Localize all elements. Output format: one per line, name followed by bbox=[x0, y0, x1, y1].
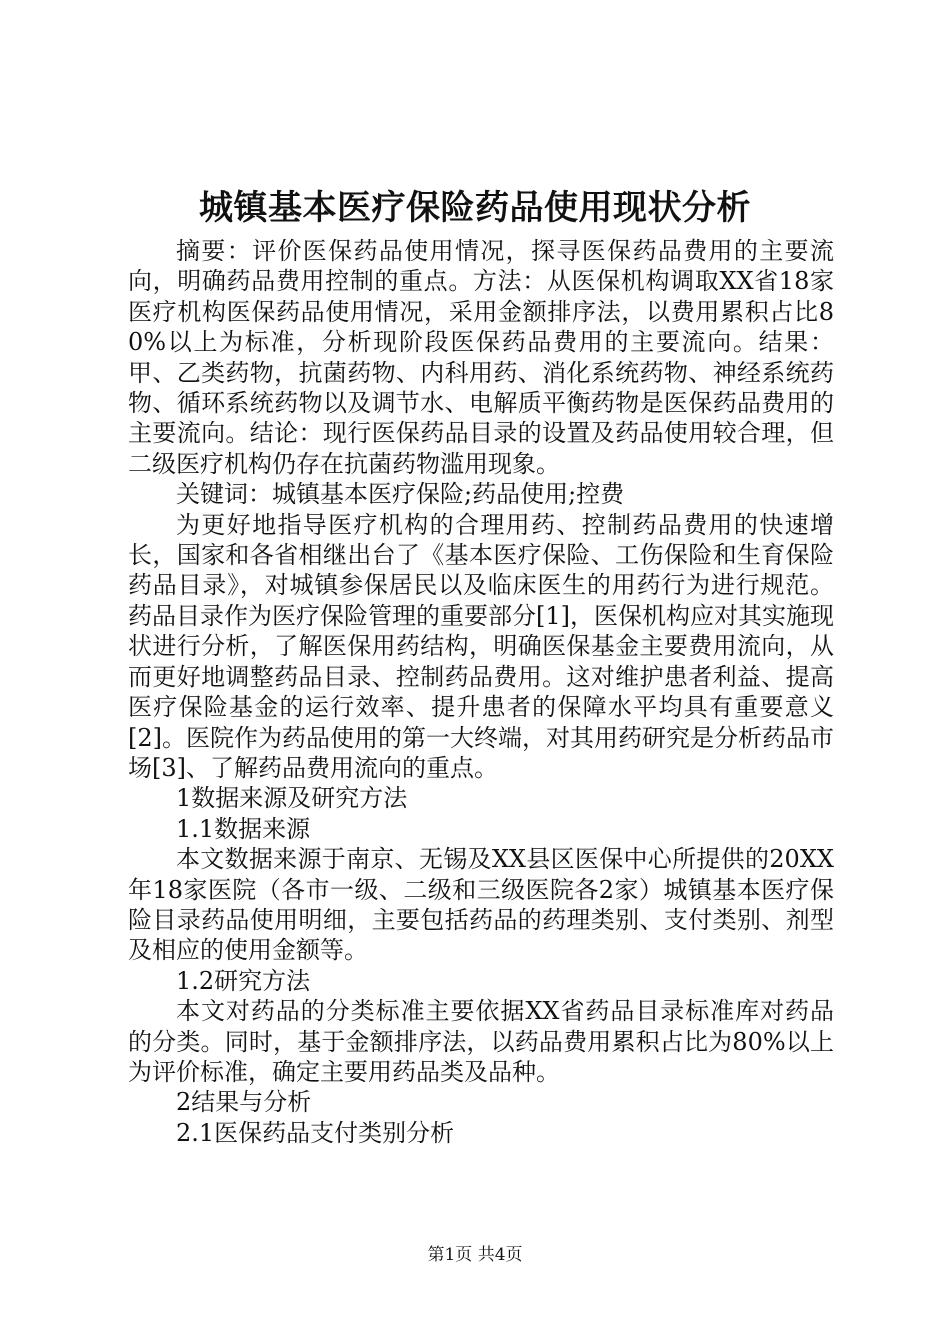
abstract-paragraph: 摘要：评价医保药品使用情况，探寻医保药品费用的主要流向，明确药品费用控制的重点。方法：从医保机构调取XX省18家医疗机构医保药品使用情况，采用金额排序法，以费用累积占比80%以上为标准，分析现阶段医保药品费用的主要流向。结果：甲、乙类药物，抗菌药物、内科用药、消化系统药物、神经系统药物、循环系统药物以及调节水、电解质平衡药物是医保药品费用的主要流向。结论：现行医保药品目录的设置及药品使用较合理，但二级医疗机构仍存在抗菌药物滥用现象。 bbox=[128, 237, 834, 478]
page-footer: 第1页 共4页 bbox=[427, 1245, 523, 1265]
section-heading-1: 1数据来源及研究方法 bbox=[176, 784, 408, 813]
section-heading-2: 2结果与分析 bbox=[176, 1088, 312, 1117]
subsection-heading-1-2: 1.2研究方法 bbox=[176, 966, 311, 995]
document-title: 城镇基本医疗保险药品使用现状分析 bbox=[199, 188, 751, 228]
subsection-heading-1-1: 1.1数据来源 bbox=[176, 814, 311, 843]
subsection-heading-2-1: 2.1医保药品支付类别分析 bbox=[176, 1118, 455, 1147]
data-source-paragraph: 本文数据来源于南京、无锡及XX县区医保中心所提供的20XX年18家医院（各市一级、二级和三级医院各2家）城镇基本医疗保险目录药品使用明细，主要包括药品的药理类别、支付类别、剂型及相应的使用金额等。 bbox=[128, 845, 834, 965]
intro-paragraph: 为更好地指导医疗机构的合理用药、控制药品费用的快速增长，国家和各省相继出台了《基本医疗保险、工伤保险和生育保险药品目录》，对城镇参保居民以及临床医生的用药行为进行规范。药品目录作为医疗保险管理的重要部分[1]，医保机构应对其实施现状进行分析，了解医保用药结构，明确医保基金主要费用流向，从而更好地调整药品目录、控制药品费用。这对维护患者利益、提高医疗保险基金的运行效率、提升患者的保障水平均具有重要意义[2]。医院作为药品使用的第一大终端，对其用药研究是分析药品市场[3]、了解药品费用流向的重点。 bbox=[128, 510, 834, 782]
keywords-paragraph: 关键词：城镇基本医疗保险;药品使用;控费 bbox=[176, 480, 625, 509]
method-paragraph: 本文对药品的分类标准主要依据XX省药品目录标准库对药品的分类。同时，基于金额排序法，以药品费用累积占比为80%以上为评价标准，确定主要用药品类及品种。 bbox=[128, 997, 834, 1086]
document-body bbox=[128, 236, 834, 1148]
